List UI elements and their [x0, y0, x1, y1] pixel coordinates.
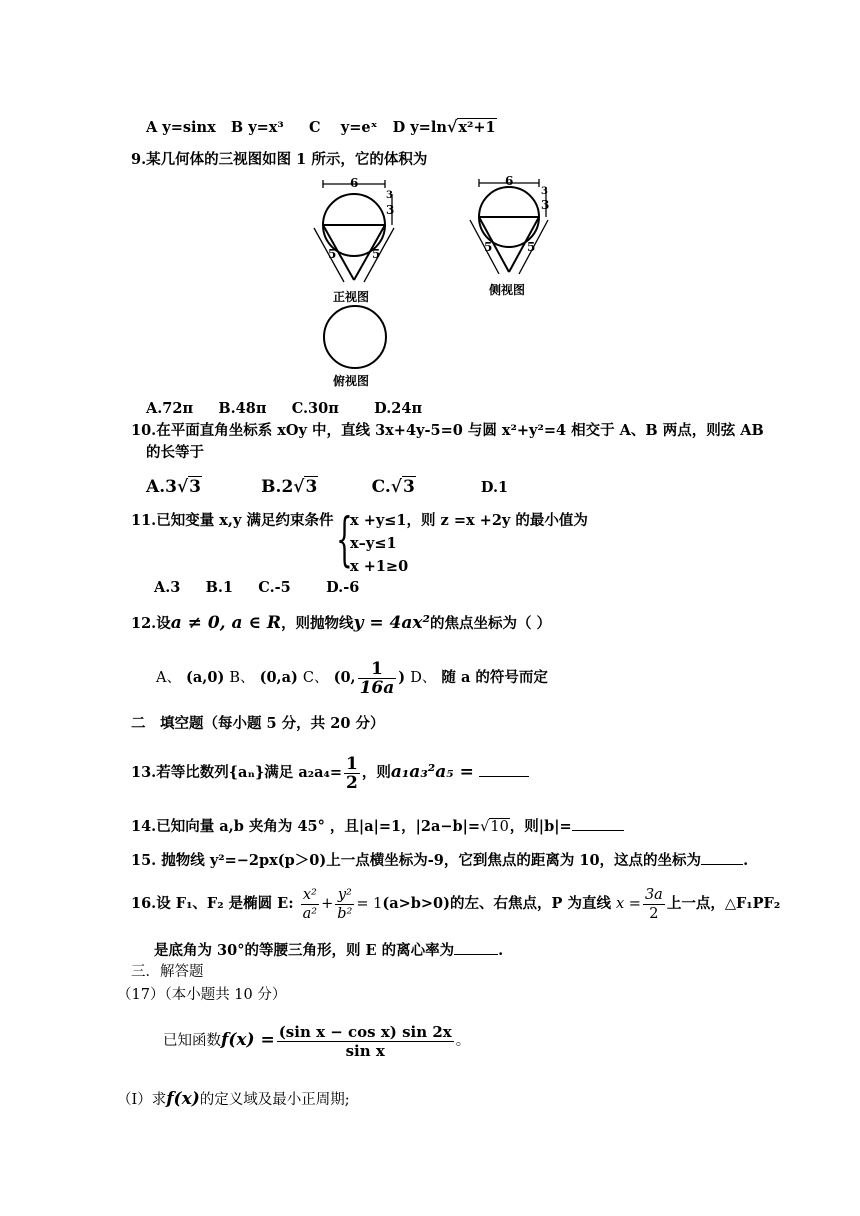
- q17-numerator: (sin x − cos x) sin 2x: [278, 1022, 452, 1041]
- q17-part1: [117, 1089, 350, 1110]
- q13-den: 2: [346, 772, 358, 793]
- q10-line1: 10.在平面直角坐标系 xOy 中，直线 3x+4y-5=0 与圆 x²+y²=4 相交于 A、B 两点，则弦 AB: [131, 422, 764, 439]
- q10-option-a-radicand: 3: [189, 477, 201, 497]
- q17-heading: （17）（本小题共 10 分）: [117, 987, 287, 1003]
- q13: [131, 750, 529, 795]
- q11-stem: 11.已知变量 x,y 满足约束条件: [131, 512, 334, 529]
- q9-stem: 9.某几何体的三视图如图 1 所示，它的体积为: [131, 151, 428, 168]
- q10-option-d: D.1: [480, 479, 509, 496]
- q12-stem-b: ，则抛物线: [281, 615, 354, 632]
- q10-option-c: C.: [371, 477, 391, 497]
- q13-expr: a₁a₃²a₅ =: [390, 762, 474, 782]
- front-view-label: 正视图: [333, 290, 370, 304]
- q16-stem-b: 上一点，△F₁PF₂: [666, 895, 781, 912]
- q12-opt-c-den: 16a: [359, 677, 395, 698]
- q12-options: [156, 656, 548, 700]
- q16-xeq: x =: [616, 896, 641, 912]
- front-dim-width: 6: [350, 176, 359, 190]
- q14-stem-b: ，则|b|=: [509, 818, 572, 835]
- q8-option-d: D y=ln: [392, 119, 447, 136]
- q17-part1-fx: f(x): [166, 1089, 200, 1109]
- q12-opt-c-post: ): [398, 669, 406, 686]
- q9-options: [146, 399, 422, 419]
- q11-options: [154, 578, 359, 598]
- q12-condition: a ≠ 0, a ∈ R: [170, 613, 282, 633]
- q17-fn-label: 已知函数: [163, 1033, 221, 1049]
- q12-stem-a: 12.设: [131, 615, 171, 632]
- q12-stem-c: 的焦点坐标为（ ）: [429, 615, 552, 632]
- q12-opt-a-label: A、: [156, 670, 181, 686]
- q8-option-a: A y=sinx: [146, 119, 216, 136]
- front-dim-h2: 3: [386, 203, 395, 217]
- q14-answer-blank[interactable]: [572, 816, 624, 831]
- q14: 14.已知向量 a,b 夹角为 45° ，且|a|=1，|2a−b|=√10，则|b|=: [131, 816, 624, 837]
- side-view-label: 侧视图: [489, 283, 526, 297]
- q17-fx: f(x) =: [221, 1030, 275, 1050]
- q11-option-c: C.-5: [258, 579, 291, 596]
- q17-fn-end: 。: [455, 1033, 471, 1049]
- q8-option-d-radicand: x²+1: [458, 119, 496, 136]
- q14-radicand: 10: [490, 819, 509, 835]
- q13-num: 1: [346, 753, 358, 774]
- q16-line2: [154, 940, 503, 961]
- q16-answer-blank[interactable]: [454, 940, 498, 955]
- q8-option-b: B y=x³: [230, 119, 284, 136]
- q16-line2-text: 是底角为 30°的等腰三角形，则 E 的离心率为: [154, 942, 455, 959]
- q16-b2: b²: [337, 905, 353, 922]
- q17-part1-label: （Ⅰ）求: [117, 1092, 167, 1108]
- front-dim-slant-left: 5: [328, 247, 337, 261]
- q16-stem: 16.设 F₁、F₂ 是椭圆 E:: [131, 895, 294, 912]
- q12-parabola: y = 4ax²: [353, 613, 430, 633]
- q13-answer-blank[interactable]: [479, 762, 529, 777]
- side-dim-slant-right: 5: [527, 240, 536, 254]
- q16-line1: 16.设 F₁、F₂ 是椭圆 E: $\frac{\text{x²}}{\text{a²}}$ + $\frac{\text{y²}}{\text{b²}}$ = 1(a>b>0)的左、右焦点，P 为直线 x = $\frac{3a}{2}$ 上一点，△F₁PF₂: [131, 886, 781, 922]
- q16-eq1: = 1: [356, 896, 383, 912]
- q16-x2: x²: [301, 886, 319, 905]
- q16-y2: y²: [335, 886, 354, 905]
- q14-stem: 14.已知向量 a,b 夹角为 45° ，且|a|=1，|2a−b|=: [131, 818, 481, 835]
- q8-option-c: y=eˣ: [340, 119, 378, 136]
- q17-part1-text: 的定义域及最小正周期;: [199, 1092, 350, 1108]
- q12-opt-b: (0,a): [259, 669, 298, 686]
- q10-line2: 的长等于: [146, 444, 204, 461]
- q17-function: [163, 1018, 470, 1063]
- q10-option-a: A.3: [146, 477, 177, 497]
- side-dim-h1: 3: [541, 186, 548, 197]
- q15-stem: 15. 抛物线 y²=−2px(p＞0)上一点横坐标为-9，它到焦点的距离为 10，这点的坐标为: [131, 852, 702, 869]
- side-dim-slant-left: 5: [484, 240, 493, 254]
- side-dim-h2: 3: [541, 198, 550, 212]
- q10-options: A.3√3 B.2√3 C.√3 D.1: [146, 477, 509, 497]
- top-view-label: 俯视图: [333, 374, 370, 388]
- q12-opt-c-pre: (0,: [333, 669, 356, 686]
- q12-stem: [131, 613, 551, 634]
- q16-end: .: [498, 942, 504, 959]
- q11-option-b: B.1: [205, 579, 234, 596]
- q9-option-b: B.48π: [218, 400, 267, 417]
- q11-constraint-3: x +1≥0: [350, 558, 409, 575]
- q10-option-b-radicand: 3: [305, 477, 318, 497]
- q8-option-c-label: C: [309, 119, 321, 136]
- q11-option-a: A.3: [154, 579, 181, 596]
- side-dim-width: 6: [505, 174, 514, 188]
- q16-num: 3a: [644, 886, 663, 903]
- q12-opt-c-label: C、: [302, 670, 329, 686]
- q10-option-c-radicand: 3: [402, 477, 415, 497]
- q15: [131, 850, 748, 871]
- q13-stem: 13.若等比数列{aₙ}满足 a₂a₄=: [131, 764, 342, 781]
- q16-a2: a²: [302, 905, 318, 922]
- q11-brace: {: [336, 505, 353, 573]
- front-view: [314, 180, 394, 282]
- q11-constraint-1: x +y≤1，则 z =x +2y 的最小值为: [350, 512, 588, 529]
- top-view: [324, 306, 386, 368]
- q8-options: A y=sinx B y=x³ C y=eˣ D y=ln√x²+1: [146, 117, 496, 136]
- q16-den: 2: [649, 905, 659, 922]
- q16-cond: (a>b>0)的左、右焦点，P 为直线: [382, 895, 611, 912]
- q12-opt-c-num: 1: [358, 660, 397, 679]
- q9-option-a: A.72π: [146, 400, 194, 417]
- side-view: [470, 179, 548, 274]
- q11-option-d: D.-6: [326, 579, 360, 596]
- q12-opt-a: (a,0): [186, 669, 225, 686]
- q17-denominator: sin x: [345, 1041, 385, 1060]
- section-2-heading: 二 填空题（每小题 5 分，共 20 分）: [131, 715, 385, 732]
- q15-end: .: [743, 852, 749, 869]
- q10-option-b: B.2: [261, 477, 294, 497]
- q15-answer-blank[interactable]: [701, 850, 743, 865]
- front-dim-slant-right: 5: [372, 247, 381, 261]
- q9-option-d: D.24π: [374, 400, 423, 417]
- q12-opt-d: 随 a 的符号而定: [441, 669, 548, 686]
- q11-constraint-2: x–y≤1: [350, 535, 397, 552]
- q12-opt-b-label: B、: [229, 670, 255, 686]
- front-dim-h1: 3: [386, 190, 393, 201]
- q13-stem-b: ，则: [361, 764, 391, 781]
- q9-option-c: C.30π: [291, 400, 339, 417]
- section-3-heading: 三．解答题: [131, 964, 204, 980]
- q12-opt-d-label: D、: [410, 670, 437, 686]
